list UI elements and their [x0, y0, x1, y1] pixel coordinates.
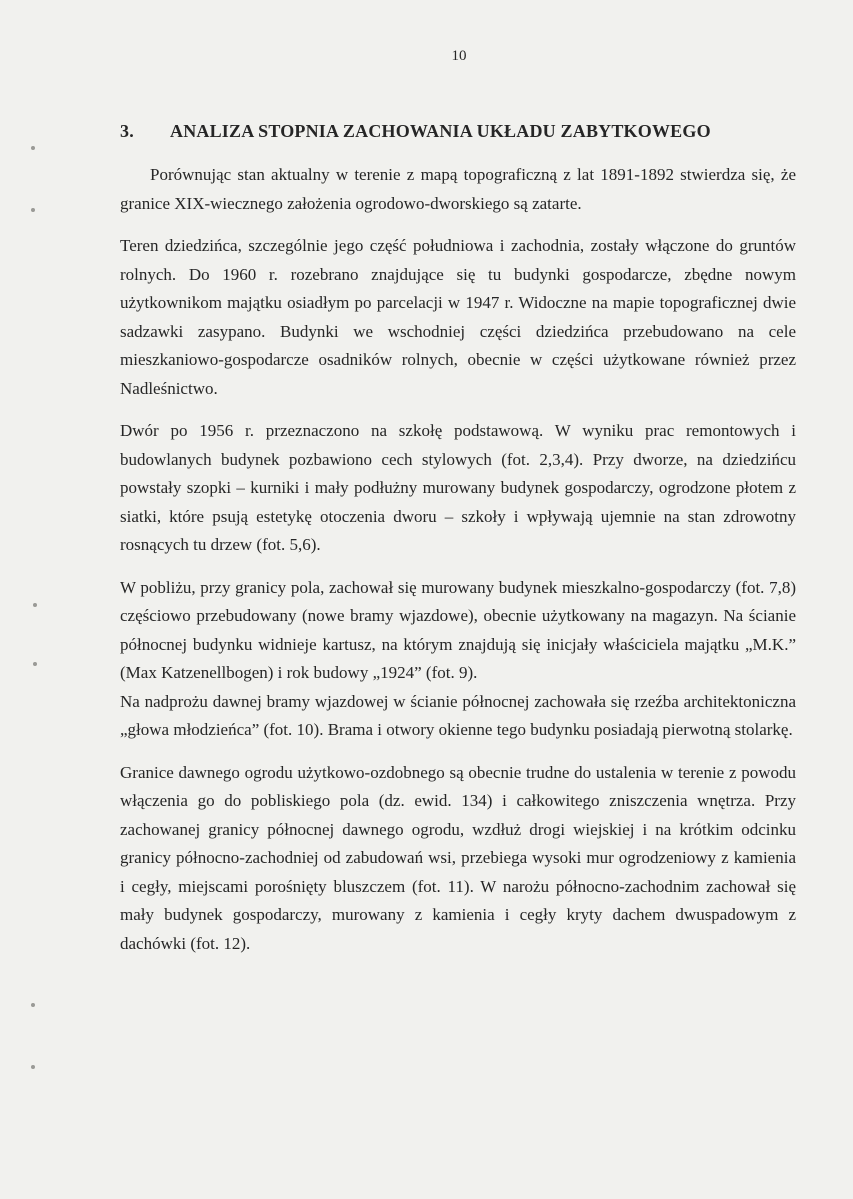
paragraph: Teren dziedzińca, szczególnie jego część południowa i zachodnia, zostały włączone do gruntów rolnych. Do 1960 r. rozebrano znajdujące się tu budynki gospodarcze, zbędne nowym użytkownikom majątku osiadłym po parcelacji w 1947 r. Widoczne na mapie topograficznej dwie sadzawki zasypano. Budynki we wschodniej części dziedzińca przebudowano na cele mieszkaniowo-gospodarcze osadników rolnych, obecnie w części użytkowane również przez Nadleśnictwo. [120, 236, 796, 398]
paragraph: Dwór po 1956 r. przeznaczono na szkołę podstawową. W wyniku prac remontowych i budowlanych budynek pozbawiono cech stylowych (fot. 2,3,4). Przy dworze, na dziedzińcu powstały szopki – kurniki i mały podłużny murowany budynek gospodarczy, ogrodzone płotem z siatki, które psują estetykę otoczenia dworu – szkoły i wpływają ujemnie na stan zdrowotny rosnących tu drzew (fot. 5,6). [120, 421, 796, 554]
page-number: 10 [451, 48, 467, 64]
section-heading [120, 121, 711, 142]
paragraph: W pobliżu, przy granicy pola, zachował się murowany budynek mieszkalno-gospodarczy (fot. 7,8) częściowo przebudowany (nowe bramy wjazdowe), obecnie użytkowany na magazyn. Na ścianie północnej budynku widnieje kartusz, na którym znajdują się inicjały właściciela majątku „M.K.” (Max Katzenellbogen) i rok budowy „1924” (fot. 9). [120, 577, 796, 682]
scan-speck [31, 1003, 35, 1007]
section-number: 3. [120, 121, 134, 141]
paragraph: Na nadprożu dawnej bramy wjazdowej w ścianie północnej zachowała się rzeźba architektoniczna „głowa młodzieńca” (fot. 10). Brama i otwory okienne tego budynku posiadają pierwotną stolarkę. [120, 691, 796, 739]
paragraph-text: Porównując stan aktualny w terenie z mapą topograficzną z lat 1891-1892 stwierdza się, że granice XIX-wiecznego założenia ogrodowo-dworskiego są zatarte. [120, 165, 796, 213]
scan-speck [31, 146, 35, 150]
scan-speck [33, 662, 37, 666]
paragraph [120, 161, 796, 218]
paragraph: Granice dawnego ogrodu użytkowo-ozdobnego są obecnie trudne do ustalenia w terenie z powodu włączenia go do pobliskiego pola (dz. ewid. 134) i całkowitego zniszczenia wnętrza. Przy zachowanej granicy północnej dawnego ogrodu, wzdłuż drogi wiejskiej i na krótkim odcinku granicy północno-zachodniej od zabudowań wsi, przebiega wysoki mur ogrodzeniowy z kamienia i cegły, miejscami porośnięty bluszczem (fot. 11). W narożu północno-zachodnim zachował się mały budynek gospodarczy, murowany z kamienia i cegły kryty dachem dwuspadowym z dachówki (fot. 12). [120, 762, 796, 953]
scan-speck [31, 1065, 35, 1069]
body-text [120, 161, 796, 972]
scan-speck [31, 208, 35, 212]
scan-speck [33, 603, 37, 607]
section-title: ANALIZA STOPNIA ZACHOWANIA UKŁADU ZABYTKOWEGO [170, 121, 711, 141]
